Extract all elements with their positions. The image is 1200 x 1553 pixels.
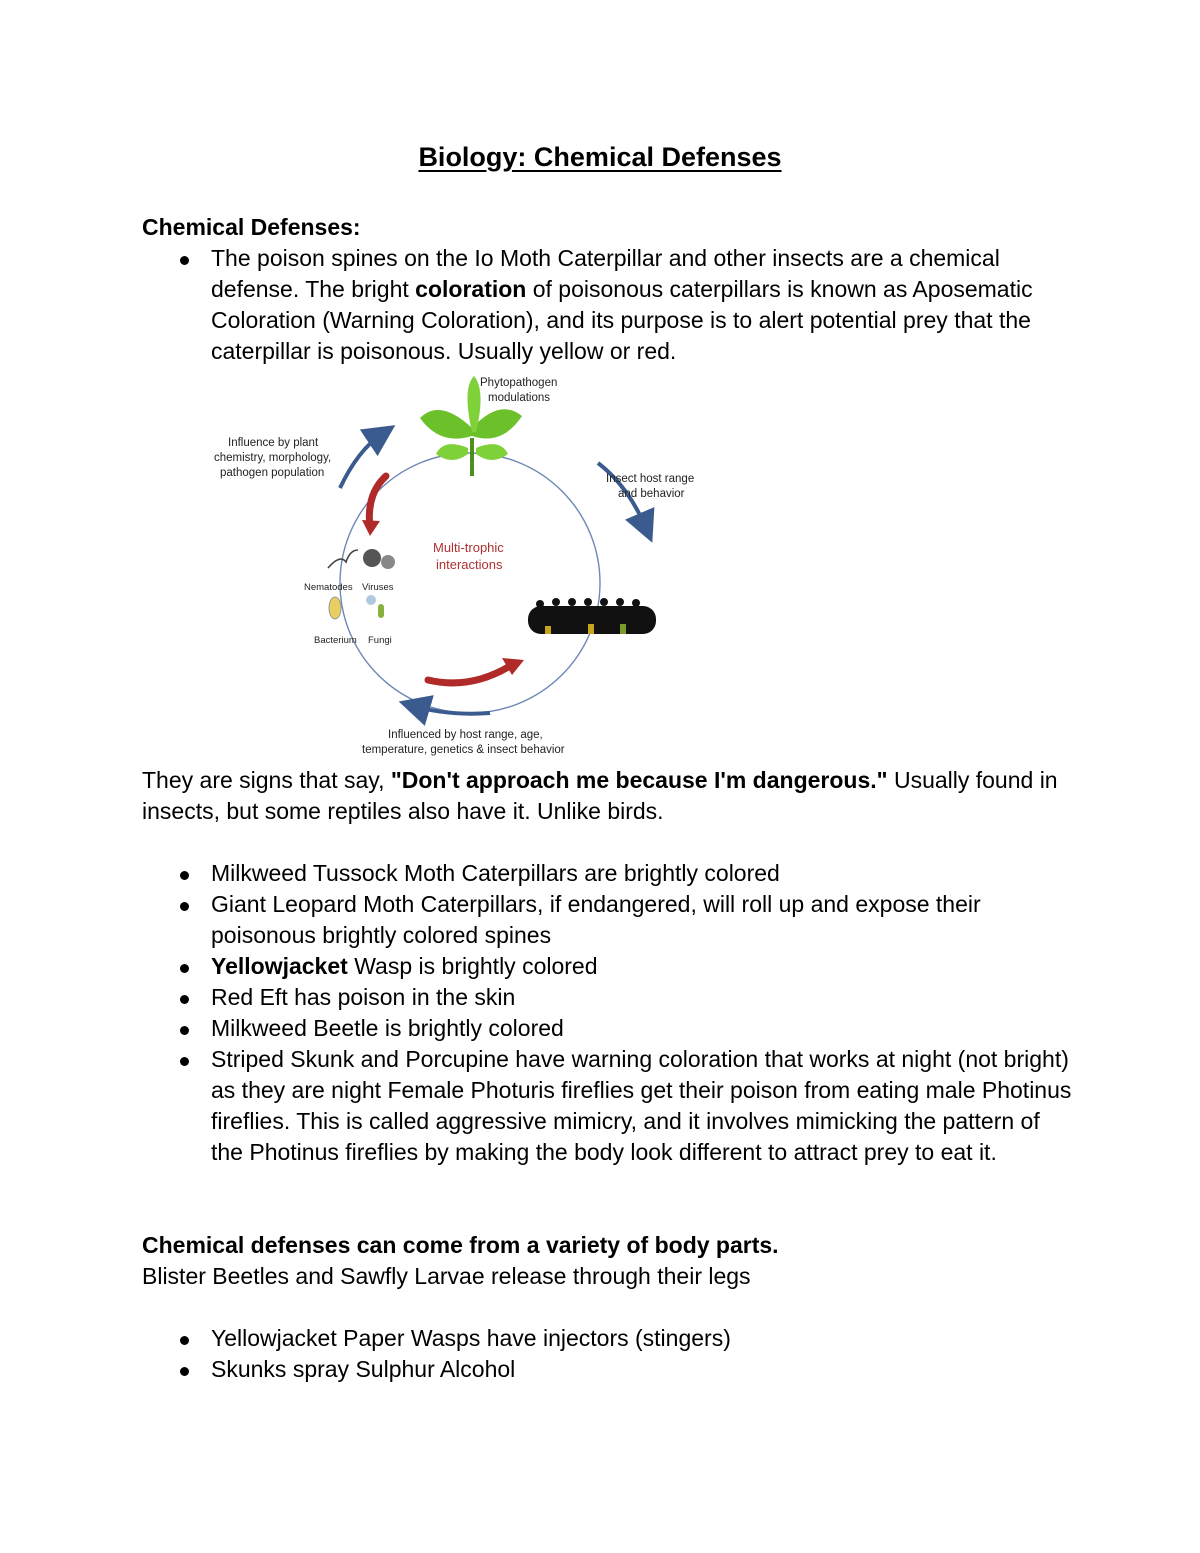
text-span: The poison spines on the Io Moth Caterpillar and other insects are a chemical defense. The bright [211,245,1000,302]
red-arrow-bottom [428,666,510,683]
diagram-label-right-1: Insect host range [606,473,695,485]
diagram-label-left-1: Influence by plant [228,437,319,449]
list-item: Milkweed Beetle is brightly colored [142,1013,1072,1044]
bullet-list-intro [142,243,1072,367]
list-item: Red Eft has poison in the skin [142,982,1072,1013]
paragraph-warning-signs [142,765,1072,827]
list-item [142,243,1072,367]
text-span: Usually found in insects, but some reptiles also have it. Unlike birds. [142,767,1058,824]
bullet-list-examples [142,858,1072,1168]
diagram-label-top-2: modulations [488,392,551,404]
diagram-label-top-1: Phytopathogen [480,377,558,389]
diagram-label-bottom-1: Influenced by host range, age, [388,729,543,741]
list-item: Skunks spray Sulphur Alcohol [142,1354,1072,1385]
list-item: Giant Leopard Moth Caterpillars, if endangered, will roll up and expose their poisonous brightly colored spines [142,889,1072,951]
diagram-label-viruses: Viruses [362,582,394,593]
multitrophic-diagram [200,368,720,760]
section-heading-body-parts: Chemical defenses can come from a variety of body parts. [142,1232,779,1258]
red-arrow-left [369,476,386,528]
paragraph-blister-beetles: Blister Beetles and Sawfly Larvae release through their legs [142,1263,751,1289]
diagram-label-bacterium: Bacterium [314,635,357,646]
red-arrowhead-left [362,520,380,536]
blue-arrow-bottom [414,706,490,714]
text-span: of poisonous caterpillars is known as Aposematic Coloration (Warning Coloration), and its purpose is to alert potential prey that the caterpillar is poisonous. Usually yellow or red. [211,276,1033,364]
list-item [142,951,1072,982]
diagram-label-left-3: pathogen population [220,467,325,479]
diagram-label-center-1: Multi-trophic [433,540,504,555]
bullet-list-delivery [142,1323,1072,1385]
page-title: Biology: Chemical Defenses [418,142,782,172]
diagram-label-bottom-2: temperature, genetics & insect behavior [362,744,565,756]
section-heading-chemical-defenses: Chemical Defenses: [142,214,361,240]
list-item: Yellowjacket Paper Wasps have injectors (stingers) [142,1323,1072,1354]
bold-quote: "Don't approach me because I'm dangerous." [390,767,888,793]
list-item: Milkweed Tussock Moth Caterpillars are brightly colored [142,858,1072,889]
plant-icon [420,376,522,476]
diagram-label-fungi: Fungi [368,635,392,646]
list-item: Striped Skunk and Porcupine have warning coloration that works at night (not bright) as they are night Female Photuris fireflies get their poison from eating male Photinus fireflies. This is called aggressive mimicry, and it involves mimicking the pattern of the Photinus fireflies by making the body look different to attract prey to eat it. [142,1044,1072,1168]
text-span: Wasp is brightly colored [347,953,598,979]
caterpillar-icon [528,598,656,634]
diagram-label-left-2: chemistry, morphology, [214,452,332,464]
diagram-label-center-2: interactions [436,557,503,572]
text-span: They are signs that say, [142,767,391,793]
bold-term-yellowjacket: Yellowjacket [211,953,348,979]
diagram-label-nematodes: Nematodes [304,582,353,593]
blue-arrow-top-left [340,434,382,488]
bold-term-coloration: coloration [415,276,527,302]
diagram-label-right-2: and behavior [618,488,685,500]
